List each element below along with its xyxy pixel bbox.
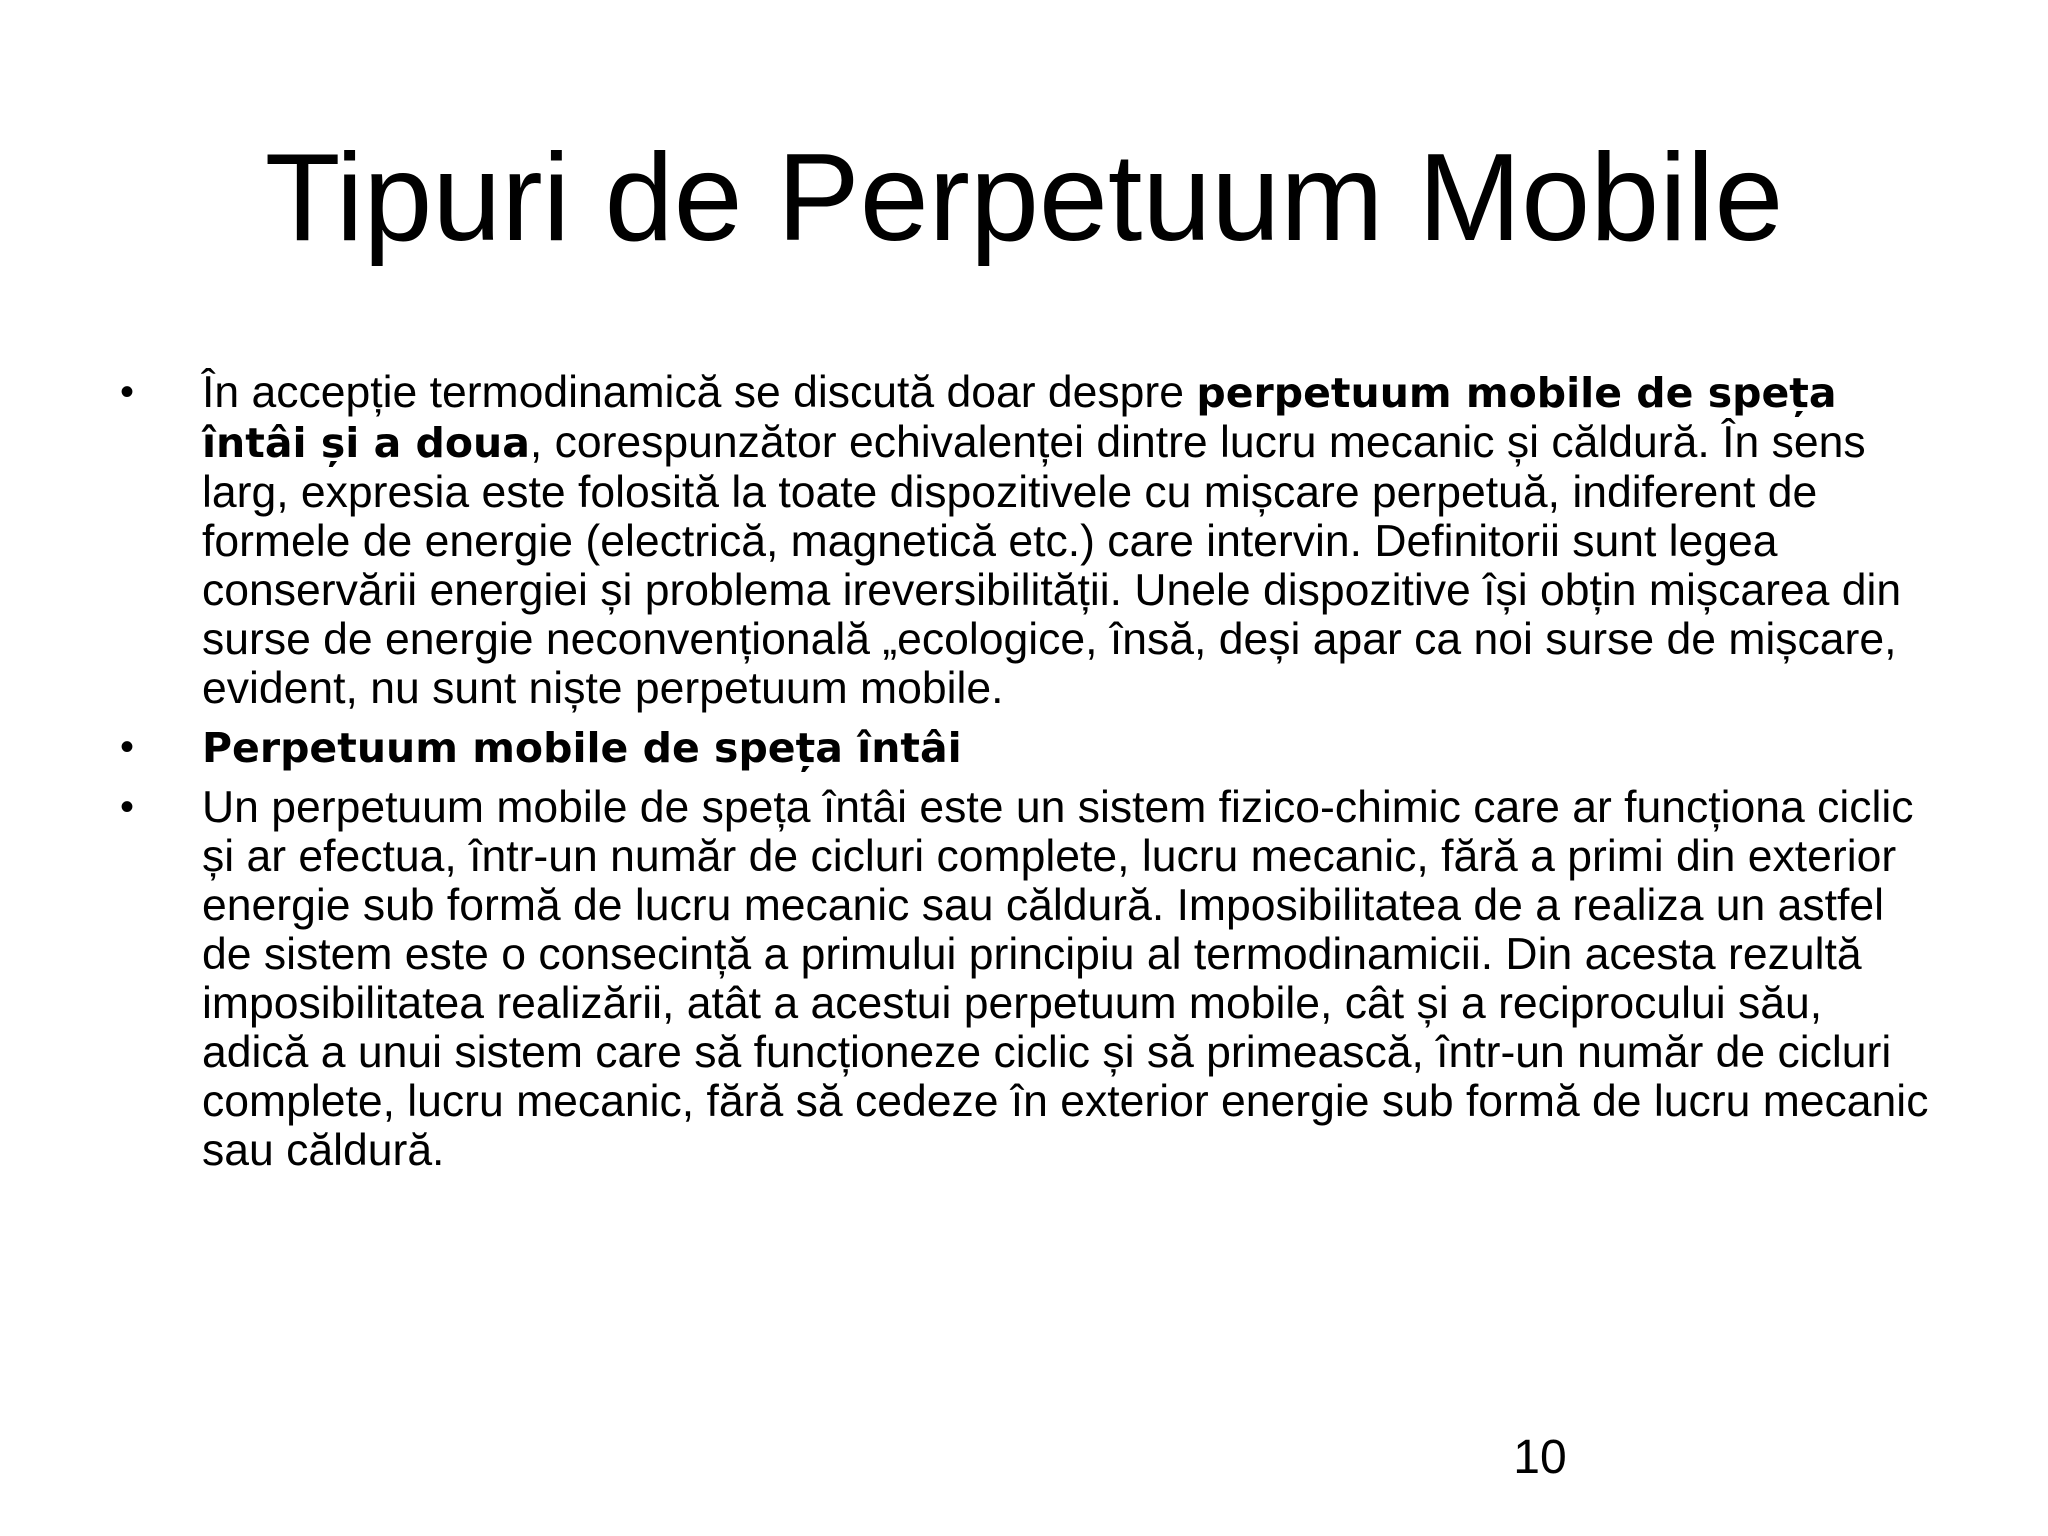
bullet-icon: • <box>120 785 135 829</box>
paragraph-text: Un perpetuum mobile de speța întâi este un sistem fizico-chimic care ar funcționa ciclic și ar efectua, într-un număr de cicluri complete, lucru mecanic, fără a primi din exterior energie sub formă de lucru mecanic sau căldură. Imposibilitatea de a realiza un astfel de sistem este o consecință a primului principiu al termodinamicii. Din acesta rezultă imposibilitatea realizării, atât a acestui perpetuum mobile, cât și a reciprocului său, adică a unui sistem care să funcționeze ciclic și să primească, într-un număr de cicluri complete, lucru mecanic, fără să cedeze în exterior energie sub formă de lucru mecanic sau căldură. <box>202 783 1929 1175</box>
paragraph-text-end: , corespunzător echivalenței dintre lucru mecanic și căldură. În sens larg, expresia este folosită la toate dispozitivele cu mișcare perpetuă, indiferent de formele de energie (electrică, magnetică etc.) care intervin. Definitorii sunt legea conservării energiei și problema ireversibilității. Unele dispozitive își obțin mișcarea din surse de energie neconvențională „ecologice, însă, deși apar ca noi surse de mișcare, evident, nu sunt niște perpetuum mobile. <box>202 418 1902 713</box>
slide-title: Tipuri de Perpetuum Mobile <box>264 129 1784 267</box>
bullet-item-acceptie <box>120 368 1940 713</box>
bullet-icon: • <box>120 725 135 769</box>
section-heading: Perpetuum mobile de speța întâi <box>202 724 962 772</box>
bullet-item-definition <box>120 783 1940 1175</box>
bullet-item-heading <box>120 723 1940 773</box>
bullet-list <box>120 368 1940 1185</box>
paragraph-bold-text: perpetuum mobile de speța întâi și a doua <box>202 369 1837 467</box>
paragraph-text-start: În accepție termodinamică se discută doar despre <box>202 368 1197 417</box>
bullet-icon: • <box>120 370 135 414</box>
page-number: 10 <box>1513 1431 1567 1484</box>
